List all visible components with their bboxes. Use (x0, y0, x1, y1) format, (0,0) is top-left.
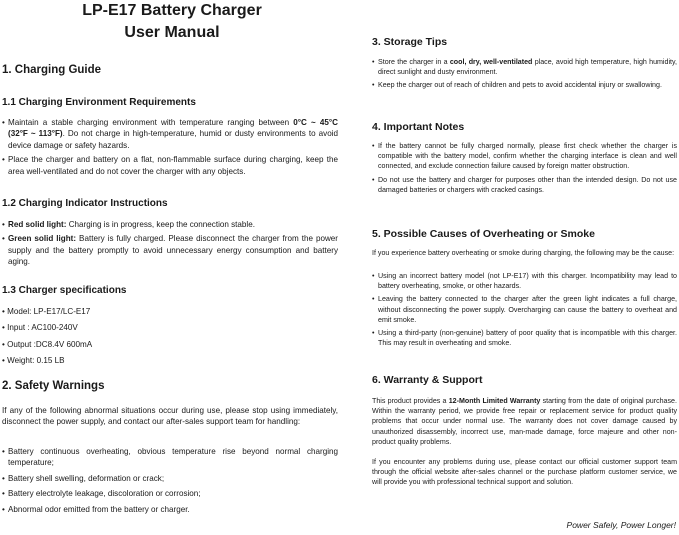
warranty-paragraph: This product provides a 12-Month Limited Warranty starting from the date of original purchase. Within the warranty period, we provide free repair or replacement service for product quality problems that occur under normal use. The warranty does not cover damage caused by unauthorized disassembly, incorrect use, man-made damage, force majeure and other non-product quality problems. (372, 397, 677, 446)
document-title: LP-E17 Battery Charger (82, 2, 262, 19)
section-1-2-heading: 1.2 Charging Indicator Instructions (2, 198, 168, 209)
note-bullet-1: • If the battery cannot be fully charged normally, please first check whether the charger is compatible with the battery model, confirm whether the charging interface is clean and well connected, and exclude connection failure caused by foreign matter obstruction. (372, 141, 677, 172)
env-bullet-2: • Place the charger and battery on a flat, non-flammable surface during charging, keep the area well-ventilated and do not cover the charger with any objects. (2, 154, 338, 177)
note-bullet-2: • Do not use the battery and charger for purposes other than the intended design. Do not use damaged batteries or chargers with cracked casings. (372, 175, 677, 195)
section-1-3-heading: 1.3 Charger specifications (2, 285, 127, 296)
warning-bullet-2: • Battery shell swelling, deformation or crack; (2, 473, 338, 484)
section-4-heading: 4. Important Notes (372, 121, 465, 133)
cause-bullet-3: • Using a third-party (non-genuine) battery of poor quality that is incompatible with this charger. This may result in overheating and smoke. (372, 328, 677, 348)
storage-bullet-2: • Keep the charger out of reach of children and pets to avoid accidental injury or swallowing. (372, 80, 677, 90)
section-2-list (2, 446, 338, 515)
spec-weight: • Weight: 0.15 LB (2, 356, 65, 366)
storage-bullet-1: • Store the charger in a cool, dry, well-ventilated place, avoid high temperature, high humidity, direct sunlight and dusty environment. (372, 57, 677, 77)
document-subtitle: User Manual (124, 24, 220, 41)
warning-bullet-1: • Battery continuous overheating, obvious temperature rise beyond normal charging temperature; (2, 446, 338, 469)
section-6-heading: 6. Warranty & Support (372, 374, 483, 386)
section-2-heading: 2. Safety Warnings (2, 380, 105, 392)
section-5-list (372, 271, 677, 348)
section-1-1-heading: 1.1 Charging Environment Requirements (2, 97, 196, 108)
red-light-item: • Red solid light: Charging is in progress, keep the connection stable. (2, 219, 338, 230)
cause-bullet-2: • Leaving the battery connected to the charger after the green light indicates a full charge, without disconnecting the power supply. Overcharging can cause the battery to overheat and emit smoke. (372, 294, 677, 325)
section-4-body (372, 141, 677, 195)
section-3-body (372, 57, 677, 91)
spec-list (2, 306, 338, 372)
section-1-1-body (2, 117, 338, 177)
cause-bullet-1: • Using an incorrect battery model (not LP-E17) with this charger. Incompatibility may lead to battery overheating, smoke, or other hazards. (372, 271, 677, 291)
spec-model: • Model: LP-E17/LC-E17 (2, 307, 91, 316)
footer-slogan: Power Safely, Power Longer! (566, 520, 676, 530)
section-2-intro: If any of the following abnormal situations occur during use, please stop using immediately, disconnect the power supply, and contact our after-sales support team for handling: (2, 406, 338, 427)
section-3-heading: 3. Storage Tips (372, 36, 448, 48)
section-5-intro: If you experience battery overheating or smoke during charging, the following may be the cause: (372, 249, 675, 257)
spec-input: • Input : AC100-240V (2, 323, 78, 333)
env-bullet-1: • Maintain a stable charging environment with temperature ranging between 0°C ~ 45°C (32°F ~ 113°F). Do not charge in high-temperature, humid or dusty environments to avoid device damage or safety hazards. (2, 117, 338, 151)
section-1-2-body (2, 219, 338, 268)
support-paragraph: If you encounter any problems during use, please contact our official customer support team through the official website after-sales channel or the purchase platform customer service, we will provide you with professional technical support and solution. (372, 458, 677, 487)
spec-output: • Output :DC8.4V 600mA (2, 339, 93, 349)
warning-bullet-3: • Battery electrolyte leakage, discoloration or corrosion; (2, 488, 338, 499)
warning-bullet-4: • Abnormal odor emitted from the battery or charger. (2, 504, 338, 515)
green-light-item: • Green solid light: Battery is fully charged. Please disconnect the charger from the power supply and the battery promptly to avoid unnecessary energy consumption and battery aging. (2, 233, 338, 267)
section-1-heading: 1. Charging Guide (2, 64, 102, 76)
section-5-heading: 5. Possible Causes of Overheating or Smoke (372, 228, 595, 240)
